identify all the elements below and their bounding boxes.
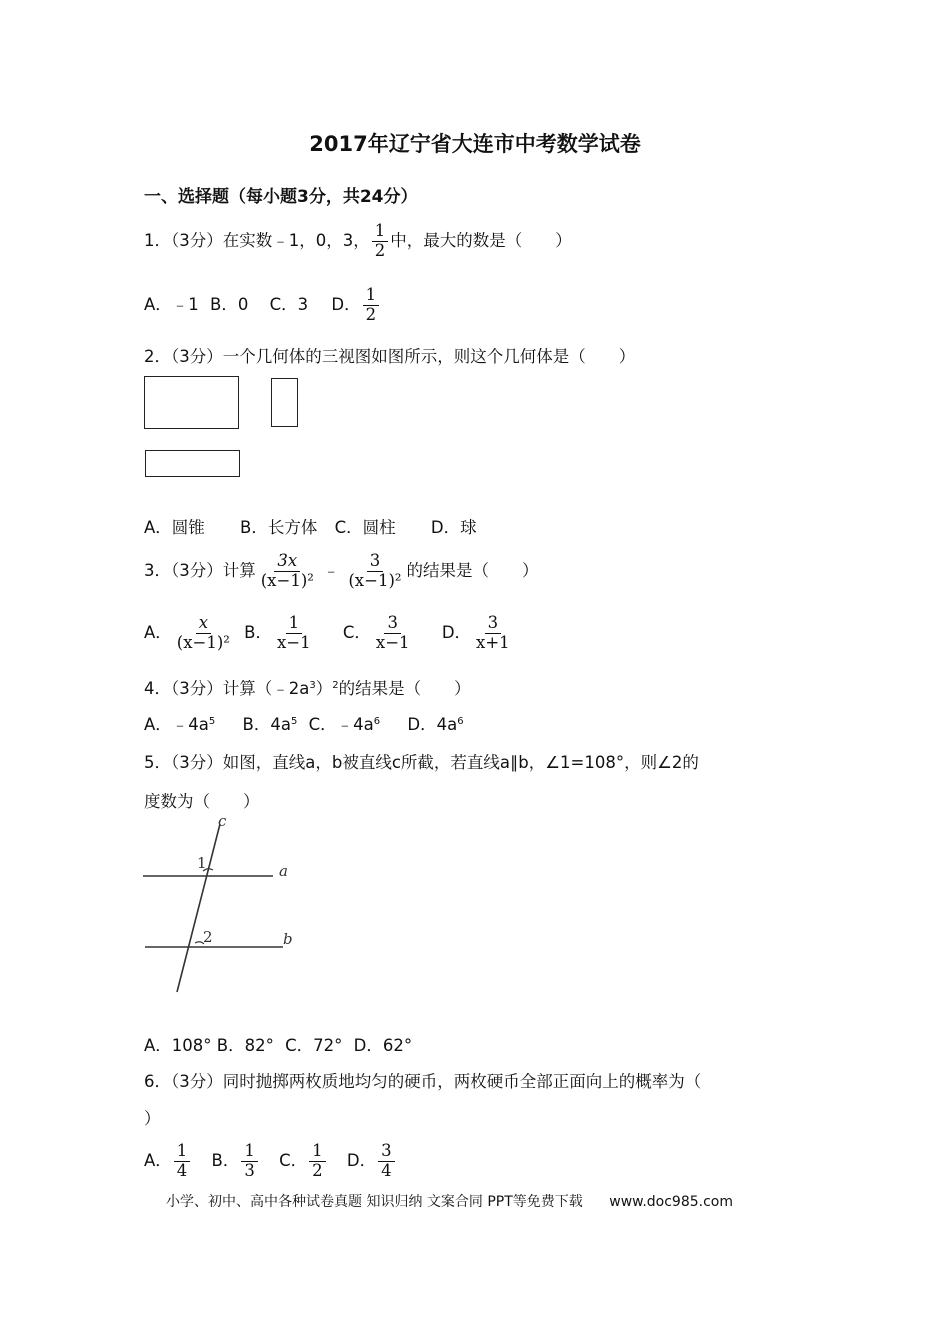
footer-link[interactable]: www.doc985.com bbox=[609, 1194, 733, 1210]
fraction: $\frac{3}{x+1}$ bbox=[476, 613, 510, 652]
option-d: D． bbox=[441, 622, 472, 642]
option-c: C． bbox=[342, 622, 371, 642]
question-1-options bbox=[144, 286, 381, 325]
exponent: 3 bbox=[309, 680, 316, 691]
question-6-line-2: ） bbox=[144, 1109, 161, 1128]
option-c: C．圆柱 bbox=[334, 518, 396, 537]
question-4-stem-end: 的结果是（ ） bbox=[338, 679, 471, 698]
option-c: C．72° bbox=[285, 1036, 343, 1055]
question-3-stem-end: 的结果是（ ） bbox=[406, 560, 539, 580]
fraction: $\frac{1}{3}$ bbox=[241, 1142, 258, 1181]
option-b: B． bbox=[211, 1150, 240, 1170]
question-1-stem-end: 中，最大的数是（ ） bbox=[390, 230, 572, 250]
question-2: 2．（3分）一个几何体的三视图如图所示，则这个几何体是（ ） bbox=[144, 347, 636, 366]
option-a: A． bbox=[144, 1150, 172, 1170]
option-d: D．$4a^6$ bbox=[407, 715, 464, 734]
question-6-line-1: 6．（3分）同时抛掷两枚质地均匀的硬币，两枚硬币全部正面向上的概率为（ bbox=[144, 1072, 702, 1091]
fraction: $\frac{1}{2}$ bbox=[309, 1142, 326, 1181]
closing-paren: ） bbox=[315, 679, 333, 698]
option-c: C．3 bbox=[269, 294, 309, 314]
label-c: c bbox=[218, 812, 227, 830]
fraction: $\frac{1}{4}$ bbox=[174, 1142, 191, 1181]
side-view-rectangle bbox=[271, 378, 298, 427]
option-d: D． bbox=[346, 1150, 377, 1170]
option-a: A．$﹣4a^5$ bbox=[144, 715, 216, 734]
fraction: $\frac{3}{\text{(x−1)²}}$ bbox=[348, 551, 402, 590]
question-1-stem-start: 1．（3分）在实数﹣1，0，3， bbox=[144, 230, 370, 250]
footer bbox=[166, 1191, 733, 1211]
option-b: B． bbox=[244, 622, 272, 642]
option-b: B．长方体 bbox=[240, 518, 318, 537]
exponent: 2 bbox=[332, 680, 339, 691]
fraction: $\frac{3}{x-1}$ bbox=[375, 613, 410, 652]
page-title: 2017年辽宁省大连市中考数学试卷 bbox=[309, 132, 641, 156]
option-a: A．108° bbox=[144, 1036, 212, 1055]
question-3 bbox=[144, 552, 539, 591]
top-view-rectangle bbox=[145, 450, 240, 477]
label-a: a bbox=[279, 862, 288, 880]
footer-text: 小学、初中、高中各种试卷真题 知识归纳 文案合同 PPT等免费下载 bbox=[166, 1194, 583, 1210]
question-3-stem-start: 3．（3分）计算 bbox=[144, 560, 256, 580]
minus-sign: ﹣ bbox=[322, 560, 340, 580]
fraction: $\frac{x}{\text{(x−1)²}}$ bbox=[176, 613, 230, 652]
option-d: D．62° bbox=[353, 1036, 413, 1055]
option-a: A． bbox=[144, 622, 172, 642]
angle-1-label: 1 bbox=[197, 854, 207, 872]
question-2-options bbox=[144, 514, 477, 538]
section-heading: 一、选择题（每小题3分，共24分） bbox=[144, 187, 418, 207]
question-1 bbox=[144, 222, 572, 261]
front-view-rectangle bbox=[144, 376, 239, 429]
option-b: B．82° bbox=[216, 1036, 274, 1055]
question-6-options bbox=[144, 1142, 397, 1181]
line-c bbox=[177, 824, 220, 992]
option-d: D．球 bbox=[430, 518, 477, 537]
question-5-line-2: 度数为（ ） bbox=[144, 792, 260, 811]
question-5-options bbox=[144, 1032, 412, 1056]
option-c: C．$﹣4a^6$ bbox=[308, 715, 381, 734]
parallel-lines-figure bbox=[140, 812, 310, 997]
option-d: D． bbox=[331, 294, 361, 314]
option-b: B．0 bbox=[210, 294, 249, 314]
option-a: A．﹣1 bbox=[144, 294, 199, 314]
fraction: $\frac{1}{2}$ bbox=[363, 286, 380, 325]
question-4-stem-start: 4．（3分）计算（﹣2a bbox=[144, 679, 310, 698]
fraction: $\frac{1}{x-1}$ bbox=[277, 613, 311, 652]
question-3-options bbox=[144, 614, 515, 653]
question-4 bbox=[144, 675, 471, 699]
fraction: $\frac{1}{2}$ bbox=[372, 222, 389, 261]
option-b: B．$4a^5$ bbox=[242, 715, 298, 734]
question-5-line-1: 5．（3分）如图，直线a，b被直线c所截，若直线a∥b，∠1=108°，则∠2的 bbox=[144, 753, 699, 772]
label-b: b bbox=[283, 930, 293, 948]
angle-2-label: 2 bbox=[203, 928, 213, 946]
option-c: C． bbox=[279, 1150, 308, 1170]
question-4-options bbox=[144, 711, 464, 735]
fraction: $\frac{3x}{\text{(x−1)²}}$ bbox=[260, 551, 314, 590]
fraction: $\frac{3}{4}$ bbox=[378, 1142, 395, 1181]
option-a: A．圆锥 bbox=[144, 518, 205, 537]
